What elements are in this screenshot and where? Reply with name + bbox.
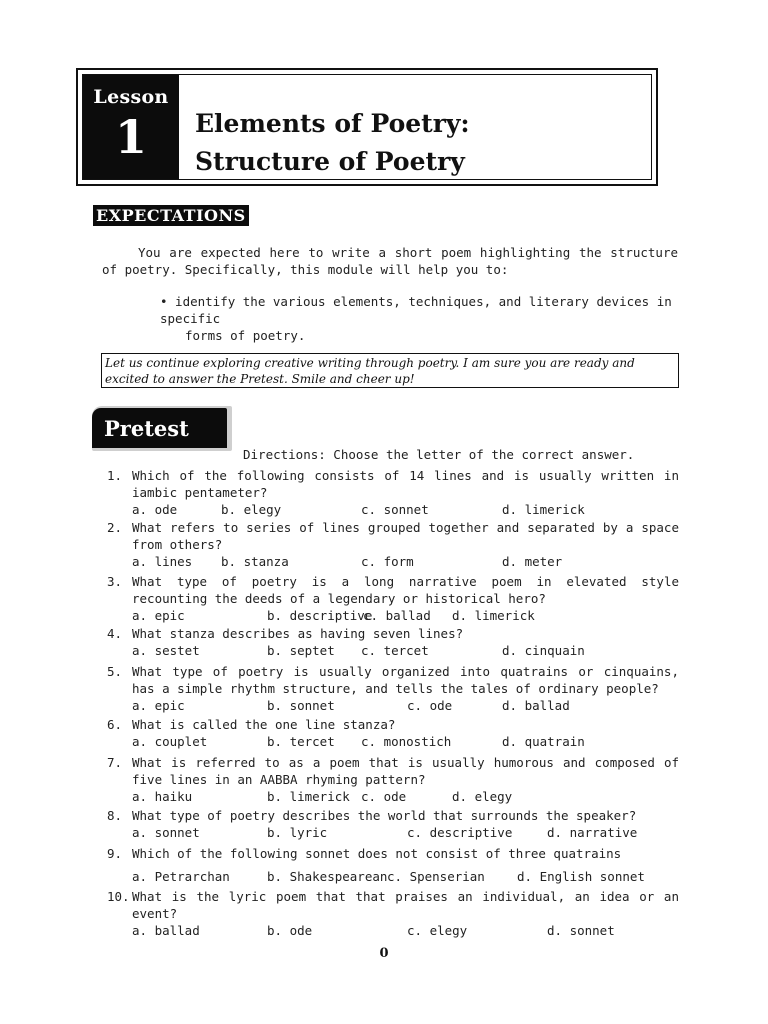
answer-option: b. tercet xyxy=(267,734,335,749)
answer-options xyxy=(132,868,679,885)
question-8 xyxy=(107,807,679,841)
question-row xyxy=(107,888,679,922)
answer-option: d. limerick xyxy=(502,502,585,517)
answer-option: c. tercet xyxy=(361,643,429,658)
answer-option: a. sestet xyxy=(132,643,200,658)
question-text: What is the lyric poem that that praises an individual, an idea or an event? xyxy=(132,889,679,921)
answer-option: a. epic xyxy=(132,608,185,623)
lesson-title xyxy=(195,105,470,181)
question-number: 3. xyxy=(107,574,123,589)
question-6 xyxy=(107,716,679,750)
question-number: 2. xyxy=(107,520,123,535)
answer-option: b. ode xyxy=(267,923,313,938)
answer-option: d. limerick xyxy=(452,608,535,623)
answer-options xyxy=(132,607,679,624)
answer-option: c. sonnet xyxy=(361,502,429,517)
question-number: 4. xyxy=(107,626,123,641)
question-row xyxy=(107,754,679,788)
question-10 xyxy=(107,888,679,939)
answer-option: b. elegy xyxy=(221,502,282,517)
answer-option: a. Petrarchan xyxy=(132,869,230,884)
answer-options xyxy=(132,642,679,659)
lesson-header xyxy=(76,68,658,186)
question-row xyxy=(107,845,679,862)
question-number: 6. xyxy=(107,717,123,732)
question-text: What type of poetry is a long narrative poem in elevated style recounting the deeds of a legendary or historical hero? xyxy=(132,574,679,606)
answer-option: d. narrative xyxy=(547,825,638,840)
lesson-title-line1: Elements of Poetry: xyxy=(195,109,470,138)
question-row xyxy=(107,625,679,642)
question-number: 5. xyxy=(107,664,123,679)
answer-options xyxy=(132,553,679,570)
question-row xyxy=(107,467,679,501)
page-number: 0 xyxy=(379,946,389,961)
answer-option: b. limerick xyxy=(267,789,350,804)
answer-option: a. lines xyxy=(132,554,193,569)
question-number: 10. xyxy=(107,889,130,904)
answer-options xyxy=(132,788,679,805)
question-row xyxy=(107,807,679,824)
answer-option: c. form xyxy=(361,554,414,569)
pretest-directions: Directions: Choose the letter of the correct answer. xyxy=(243,447,635,462)
answer-option: b. descriptive xyxy=(267,608,373,623)
answer-option: b. stanza xyxy=(221,554,289,569)
question-9 xyxy=(107,845,679,885)
answer-option: d. ballad xyxy=(502,698,570,713)
lesson-title-line2: Structure of Poetry xyxy=(195,147,465,176)
lesson-number: 1 xyxy=(114,110,147,164)
bullet-line1: • identify the various elements, techniques, and literary devices in specific xyxy=(160,294,672,326)
answer-option: b. sonnet xyxy=(267,698,335,713)
question-1 xyxy=(107,467,679,518)
pretest-tab: Pretest xyxy=(92,408,227,448)
question-text: Which of the following sonnet does not consist of three quatrains xyxy=(132,846,622,861)
question-text: What refers to series of lines grouped together and separated by a space from others? xyxy=(132,520,679,552)
question-row xyxy=(107,663,679,697)
answer-options xyxy=(132,733,679,750)
question-text: What is called the one line stanza? xyxy=(132,717,396,732)
question-7 xyxy=(107,754,679,805)
answer-option: d. cinquain xyxy=(502,643,585,658)
question-text: What stanza describes as having seven lines? xyxy=(132,626,464,641)
question-number: 8. xyxy=(107,808,123,823)
answer-option: c. elegy xyxy=(407,923,468,938)
question-row xyxy=(107,716,679,733)
answer-option: a. haiku xyxy=(132,789,193,804)
lesson-word: Lesson xyxy=(93,86,169,108)
question-text: What type of poetry is usually organized into quatrains or cinquains, has a simple rhythm structure, and tells the tales of ordinary people? xyxy=(132,664,679,696)
answer-option: a. sonnet xyxy=(132,825,200,840)
question-3 xyxy=(107,573,679,624)
answer-option: a. ode xyxy=(132,502,178,517)
answer-option: c. ode xyxy=(361,789,407,804)
answer-options xyxy=(132,922,679,939)
answer-options xyxy=(132,824,679,841)
answer-option: d. elegy xyxy=(452,789,513,804)
question-2 xyxy=(107,519,679,570)
answer-option: c. Spenserian xyxy=(387,869,485,884)
question-row xyxy=(107,519,679,553)
answer-option: c. ballad xyxy=(363,608,431,623)
question-text: What is referred to as a poem that is usually humorous and composed of five lines in an AABBA rhyming pattern? xyxy=(132,755,679,787)
answer-option: c. descriptive xyxy=(407,825,513,840)
answer-option: b. septet xyxy=(267,643,335,658)
answer-option: d. quatrain xyxy=(502,734,585,749)
answer-option: a. epic xyxy=(132,698,185,713)
expectations-heading: EXPECTATIONS xyxy=(93,205,249,226)
answer-option: d. sonnet xyxy=(547,923,615,938)
question-text: Which of the following consists of 14 lines and is usually written in iambic pentameter? xyxy=(132,468,679,500)
question-number: 9. xyxy=(107,846,123,861)
answer-option: c. monostich xyxy=(361,734,452,749)
answer-option: a. couplet xyxy=(132,734,208,749)
bullet-line2: forms of poetry. xyxy=(185,328,306,343)
note-box: Let us continue exploring creative writing through poetry. I am sure you are ready and excited to answer the Pretest. Smile and cheer up! xyxy=(101,353,679,388)
question-4 xyxy=(107,625,679,659)
question-text: What type of poetry describes the world that surrounds the speaker? xyxy=(132,808,637,823)
answer-option: b. lyric xyxy=(267,825,328,840)
question-5 xyxy=(107,663,679,714)
answer-option: d. English sonnet xyxy=(517,869,645,884)
answer-options xyxy=(132,697,679,714)
lesson-header-inner xyxy=(82,74,652,180)
lesson-badge xyxy=(83,75,179,179)
answer-options xyxy=(132,501,679,518)
answer-option: b. Shakespearean xyxy=(267,869,388,884)
answer-option: d. meter xyxy=(502,554,563,569)
question-number: 1. xyxy=(107,468,123,483)
expectations-intro: You are expected here to write a short poem highlighting the structure of poetry. Specifically, this module will help you to: xyxy=(102,245,678,277)
answer-option: c. ode xyxy=(407,698,453,713)
question-number: 7. xyxy=(107,755,123,770)
answer-option: a. ballad xyxy=(132,923,200,938)
expectations-bullet xyxy=(160,293,678,344)
question-row xyxy=(107,573,679,607)
